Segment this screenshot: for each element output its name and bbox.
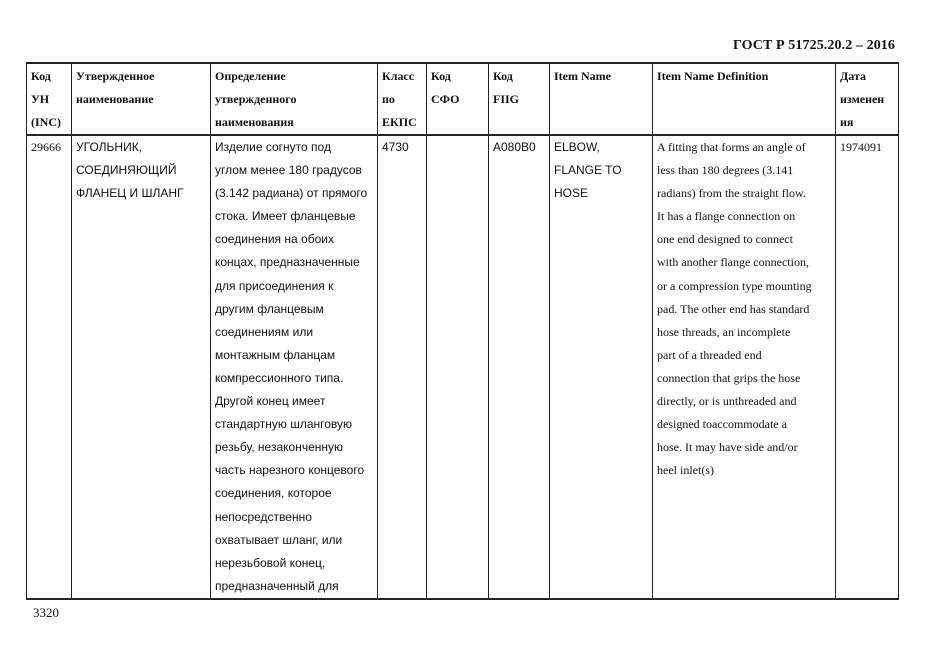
text-line: HOSE <box>554 186 589 201</box>
text-line: with another flange connection, <box>657 255 809 270</box>
table-row <box>27 135 899 599</box>
text-line: компрессионного типа. <box>215 370 344 385</box>
header-approved-name: Утвержденное наименование <box>72 63 211 135</box>
text-line: стандартную шланговую <box>215 417 353 432</box>
cell-definition <box>211 135 378 599</box>
text-line: часть нарезного концевого <box>215 463 365 478</box>
page-number: 3320 <box>33 605 59 620</box>
text-line: hose threads, an incomplete <box>657 324 791 339</box>
text-line: pad. The other end has standard <box>657 301 810 316</box>
text-line: непосредственно <box>215 509 312 524</box>
text-line: Другой конец имеет <box>215 394 326 409</box>
header-change-date: Дата изменен ия <box>836 63 899 135</box>
text-line: A fitting that forms an angle of <box>657 140 806 154</box>
text-line: heel inlet(s) <box>657 463 714 478</box>
text-line: углом менее 180 градусов <box>215 163 362 178</box>
header-definition: Определение утвержденного наименования <box>211 63 378 135</box>
table-header-row <box>27 63 899 135</box>
text-line: hose. It may have side and/or <box>657 440 798 455</box>
header-item-name: Item Name <box>550 63 653 135</box>
header-ekps-class: Класс по ЕКПС <box>378 63 427 135</box>
text-line: для присоединения к <box>215 278 334 293</box>
text-line: It has a flange connection on <box>657 209 796 224</box>
text-line: УГОЛЬНИК, <box>76 140 143 154</box>
cell-fiig-code: A080B0 <box>489 135 550 599</box>
text-line: предназначенный для <box>215 578 339 593</box>
cell-approved-name <box>72 135 211 599</box>
document-standard-code: ГОСТ Р 51725.20.2 – 2016 <box>732 38 895 53</box>
text-line: radians) from the straight flow. <box>657 186 806 201</box>
cell-sfo-code <box>427 135 489 599</box>
text-line: ELBOW, <box>554 140 601 154</box>
cell-item-name <box>550 135 653 599</box>
text-line: соединения, которое <box>215 486 332 501</box>
text-line: концах, предназначенные <box>215 255 360 270</box>
text-line: FLANGE TO <box>554 163 622 178</box>
text-line: резьбу, незаконченную <box>215 440 343 455</box>
text-line: другим фланцевым <box>215 301 324 316</box>
header-fiig-code: Код FIIG <box>489 63 550 135</box>
text-line: Изделие согнуто под <box>215 140 331 154</box>
header-item-name-definition: Item Name Definition <box>653 63 836 135</box>
text-line: connection that grips the hose <box>657 370 801 385</box>
text-line: соединения на обоих <box>215 232 334 247</box>
text-line: less than 180 degrees (3.141 <box>657 163 794 178</box>
nomenclature-table <box>26 62 899 600</box>
text-line: монтажным фланцам <box>215 347 336 362</box>
text-line: стока. Имеет фланцевые <box>215 209 356 224</box>
text-line: part of a threaded end <box>657 347 762 362</box>
text-line: соединениям или <box>215 324 314 339</box>
text-line: охватывает шланг, или <box>215 532 343 547</box>
text-line: designed toaccommodate a <box>657 417 787 432</box>
cell-change-date: 1974091 <box>836 135 899 599</box>
text-line: one end designed to connect <box>657 232 793 247</box>
header-sfo-code: Код СФО <box>427 63 489 135</box>
text-line: (3.142 радиана) от прямого <box>215 186 368 201</box>
cell-ekps-class: 4730 <box>378 135 427 599</box>
text-line: directly, or is unthreaded and <box>657 394 797 409</box>
header-inc: Код УН (INC) <box>27 63 72 135</box>
text-line: нерезьбовой конец, <box>215 555 326 570</box>
text-line: or a compression type mounting <box>657 278 812 293</box>
text-line: ФЛАНЕЦ И ШЛАНГ <box>76 186 184 201</box>
text-line: СОЕДИНЯЮЩИЙ <box>76 163 177 178</box>
cell-item-name-definition <box>653 135 836 599</box>
cell-inc: 29666 <box>27 135 72 599</box>
